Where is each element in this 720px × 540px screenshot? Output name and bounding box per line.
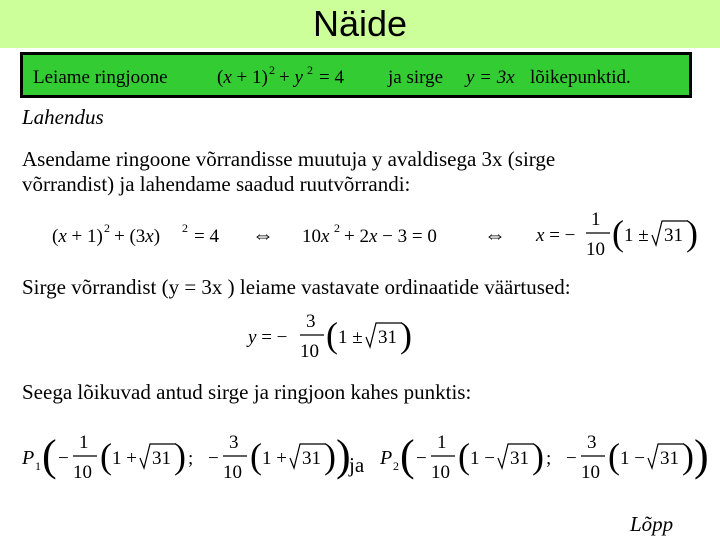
svg-text:3: 3 — [306, 311, 316, 332]
svg-text:2: 2 — [182, 221, 188, 235]
slide-title: Näide — [312, 3, 408, 44]
svg-text:): ) — [400, 315, 412, 355]
svg-text:P: P — [22, 447, 35, 469]
svg-text:2: 2 — [104, 221, 110, 235]
svg-text:= 4: = 4 — [194, 226, 219, 247]
svg-text:+ 2x − 3 = 0: + 2x − 3 = 0 — [344, 226, 437, 247]
svg-text:): ) — [694, 431, 709, 480]
svg-text:−: − — [416, 448, 427, 469]
svg-text:31: 31 — [510, 448, 529, 469]
svg-text:(: ( — [608, 436, 620, 476]
svg-text:x = −: x = − — [536, 225, 576, 246]
svg-text:(: ( — [326, 315, 338, 355]
svg-text:1 −: 1 − — [620, 448, 645, 469]
svg-text:(x + 1): (x + 1) — [217, 67, 268, 88]
step3-text: Seega lõikuvad antud sirge ja ringjoon kahes punktis: — [22, 380, 472, 404]
svg-text:10: 10 — [431, 462, 450, 483]
svg-text:−: − — [58, 448, 69, 469]
svg-text:(: ( — [100, 436, 112, 476]
point-p1 — [22, 428, 352, 484]
svg-text:10: 10 — [73, 462, 92, 483]
svg-text:+ y: + y — [279, 67, 303, 88]
svg-text:2: 2 — [307, 63, 313, 77]
svg-text:): ) — [336, 431, 351, 480]
task-box — [20, 52, 692, 98]
svg-text:31: 31 — [152, 448, 171, 469]
conjunction-ja: ja — [349, 453, 365, 477]
svg-text:): ) — [324, 436, 336, 476]
svg-text:(x + 1): (x + 1) — [52, 226, 103, 247]
svg-text:;: ; — [188, 448, 194, 469]
svg-text:1 ±: 1 ± — [338, 327, 363, 348]
step1-eq1 — [52, 220, 242, 250]
svg-text:): ) — [532, 436, 544, 476]
svg-text:10: 10 — [586, 239, 605, 260]
svg-text:3: 3 — [229, 432, 239, 453]
svg-text:31: 31 — [660, 448, 679, 469]
step2-text: Sirge võrrandist (y = 3x ) leiame vastavate ordinaatide väärtused: — [22, 275, 571, 299]
task-suffix: lõikepunktid. — [530, 67, 631, 88]
svg-text:;: ; — [546, 448, 552, 469]
circle-equation — [217, 61, 387, 91]
svg-text:1: 1 — [79, 432, 89, 453]
svg-text:): ) — [686, 213, 698, 253]
svg-text:2: 2 — [269, 63, 275, 77]
svg-text:): ) — [682, 436, 694, 476]
step1-eq3 — [536, 205, 696, 261]
task-prefix: Leiame ringjoone — [33, 67, 168, 88]
svg-text:1: 1 — [35, 459, 41, 473]
svg-text:10: 10 — [223, 462, 242, 483]
svg-text:10x: 10x — [302, 226, 330, 247]
svg-text:1 +: 1 + — [262, 448, 287, 469]
svg-text:): ) — [174, 436, 186, 476]
svg-text:(: ( — [42, 431, 57, 480]
step1-text-line2: võrrandist) ja lahendame saadud ruutvõrrandi: — [22, 172, 411, 196]
point-p2 — [380, 428, 716, 484]
svg-text:10: 10 — [300, 341, 319, 362]
step2-eq — [248, 307, 418, 363]
equiv-symbol-2: ⇔ — [484, 222, 506, 247]
svg-text:−: − — [208, 448, 219, 469]
svg-text:(: ( — [250, 436, 262, 476]
svg-text:31: 31 — [302, 448, 321, 469]
svg-text:31: 31 — [664, 225, 683, 246]
svg-text:= 4: = 4 — [319, 67, 344, 88]
svg-text:(: ( — [400, 431, 415, 480]
svg-text:(: ( — [458, 436, 470, 476]
end-link[interactable]: Lõpp — [630, 512, 674, 536]
svg-text:2: 2 — [334, 221, 340, 235]
task-middle: ja sirge — [388, 67, 444, 88]
step1-eq2 — [302, 220, 472, 250]
step1-text-line1: Asendame ringoone võrrandisse muutuja y avaldisega 3x (sirge — [22, 147, 556, 171]
line-equation: y = 3x — [466, 67, 515, 88]
svg-text:1 −: 1 − — [470, 448, 495, 469]
solution-heading: Lahendus — [22, 105, 104, 129]
svg-text:2: 2 — [393, 459, 399, 473]
svg-text:1: 1 — [591, 209, 601, 230]
svg-text:+ (3x): + (3x) — [114, 226, 161, 247]
svg-text:P: P — [380, 447, 393, 469]
svg-text:31: 31 — [378, 327, 397, 348]
svg-text:1 +: 1 + — [112, 448, 137, 469]
svg-text:1 ±: 1 ± — [624, 225, 649, 246]
svg-text:3: 3 — [587, 432, 597, 453]
svg-text:−: − — [566, 448, 577, 469]
svg-text:(: ( — [612, 213, 624, 253]
svg-text:1: 1 — [437, 432, 447, 453]
svg-text:y = −: y = − — [248, 327, 288, 348]
svg-text:10: 10 — [581, 462, 600, 483]
equiv-symbol-1: ⇔ — [252, 222, 274, 247]
